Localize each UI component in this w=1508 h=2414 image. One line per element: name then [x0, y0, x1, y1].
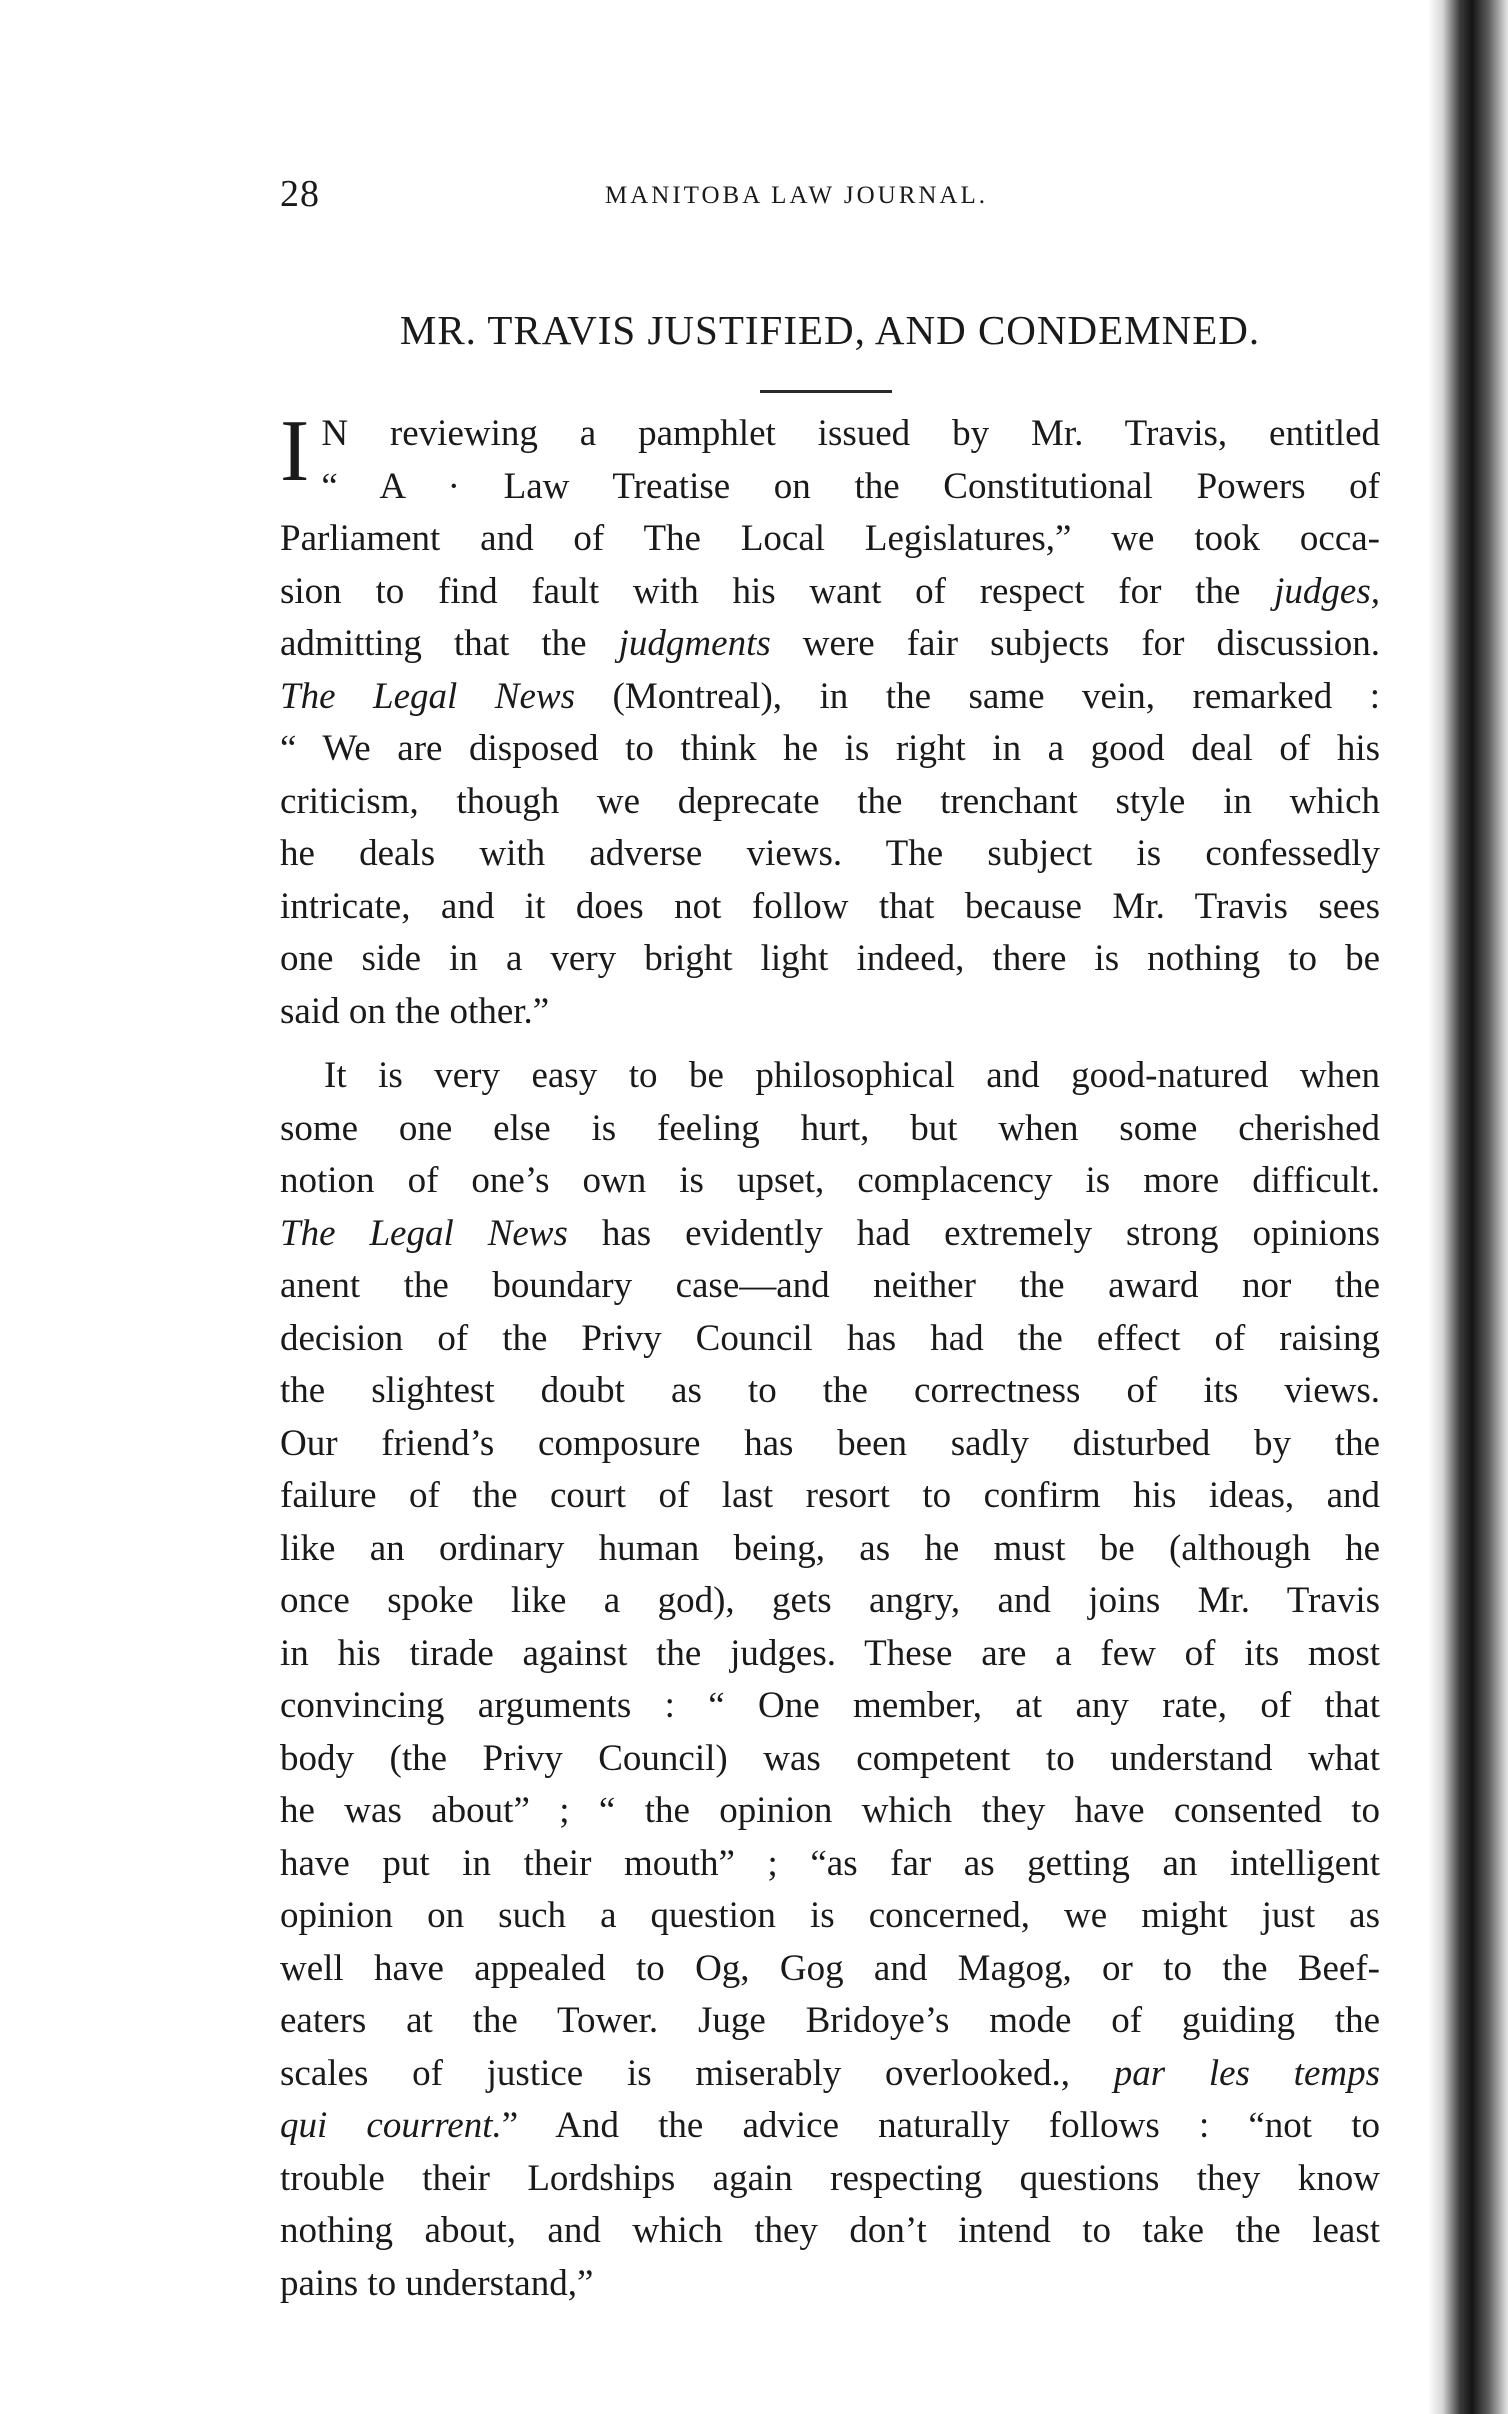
- text-line: [280, 671, 1380, 724]
- text-line: the slightest doubt as to the correctness of its views.: [280, 1370, 1380, 1411]
- italic-judgments: judgments: [618, 623, 771, 664]
- italic-judges: judges,: [1274, 570, 1380, 612]
- text-line: pains to understand,”: [280, 2262, 594, 2304]
- text-segment: (Montreal), in the same vein, remarked :: [574, 675, 1380, 717]
- text-line: opinion on such a question is concerned, we might just as: [280, 1895, 1380, 1936]
- text-line: like an ordinary human being, as he must be (although he: [280, 1527, 1380, 1569]
- text-line: well have appealed to Og, Gog and Magog, or to the Beef-: [280, 1947, 1380, 1989]
- text-line: “ We are disposed to think he is right in a good deal of his: [280, 728, 1380, 769]
- drop-cap: I: [280, 403, 310, 500]
- text-line: “ A · Law Treatise on the Constitutional Powers of: [321, 465, 1380, 507]
- page-binding-shadow: [1428, 0, 1508, 2414]
- text-line: anent the boundary case—and neither the award nor the: [280, 1265, 1380, 1306]
- text-line: in his tirade against the judges. These are a few of its most: [280, 1632, 1380, 1674]
- text-line: It is very easy to be philosophical and good-natured when: [324, 1055, 1380, 1096]
- italic-legal-news: The Legal News: [280, 675, 575, 717]
- text-segment: admitting that the: [280, 623, 619, 664]
- text-line: convincing arguments : “ One member, at any rate, of that: [280, 1685, 1380, 1726]
- article-body: [280, 403, 1380, 2310]
- text-line: he was about” ; “ the opinion which they have consented to: [280, 1790, 1380, 1831]
- text-line: some one else is feeling hurt, but when some cherished: [280, 1107, 1380, 1149]
- text-segment: ” And the advice naturally follows : “not to: [501, 2105, 1380, 2146]
- text-line: criticism, though we deprecate the trenchant style in which: [280, 780, 1380, 822]
- text-line: notion of one’s own is upset, complacency is more difficult.: [280, 1160, 1380, 1201]
- text-line: nothing about, and which they don’t intend to take the least: [280, 2210, 1380, 2251]
- italic-par-les-temps: par les temps: [1113, 2052, 1380, 2094]
- text-line: Parliament and of The Local Legislatures,” we took occa-: [280, 518, 1380, 559]
- text-line: N reviewing a pamphlet issued by Mr. Travis, entitled: [321, 413, 1380, 454]
- running-head: MANITOBA LAW JOURNAL.: [605, 182, 988, 209]
- text-line: said on the other.”: [280, 990, 550, 1032]
- text-line: [280, 2048, 1380, 2101]
- text-line: failure of the court of last resort to confirm his ideas, and: [280, 1475, 1380, 1516]
- text-line: Our friend’s composure has been sadly disturbed by the: [280, 1422, 1380, 1464]
- text-line: decision of the Privy Council has had the effect of raising: [280, 1317, 1380, 1359]
- text-line: he deals with adverse views. The subject is confessedly: [280, 833, 1380, 874]
- article-title: MR. TRAVIS JUSTIFIED, AND CONDEMNED.: [399, 307, 1261, 353]
- text-line: one side in a very bright light indeed, there is nothing to be: [280, 938, 1380, 979]
- text-line: have put in their mouth” ; “as far as getting an intelligent: [280, 1842, 1380, 1884]
- text-line: trouble their Lordships again respecting questions they know: [280, 2157, 1380, 2199]
- italic-qui-courrent: qui courrent.: [280, 2105, 502, 2146]
- page-number: 28: [280, 173, 320, 215]
- text-line: [280, 2100, 1380, 2153]
- italic-legal-news: The Legal News: [280, 1212, 568, 1254]
- paragraph-1: [280, 403, 1380, 1038]
- paragraph-2: [280, 1050, 1380, 2310]
- text-line: eaters at the Tower. Juge Bridoye’s mode of guiding the: [280, 2000, 1380, 2041]
- text-segment: scales of justice is miserably overlooked.,: [280, 2052, 1114, 2094]
- text-segment: has evidently had extremely strong opinions: [567, 1212, 1380, 1254]
- text-line: once spoke like a god), gets angry, and joins Mr. Travis: [280, 1580, 1380, 1621]
- text-segment: were fair subjects for discussion.: [770, 623, 1380, 664]
- text-line: [280, 566, 1380, 619]
- text-line: [280, 1208, 1380, 1261]
- text-line: body (the Privy Council) was competent to understand what: [280, 1737, 1380, 1779]
- text-line: [280, 618, 1380, 671]
- text-segment: sion to find fault with his want of respect for the: [280, 570, 1275, 612]
- text-line: intricate, and it does not follow that because Mr. Travis sees: [280, 885, 1380, 927]
- page-header: [280, 172, 1380, 222]
- title-rule: [760, 390, 892, 393]
